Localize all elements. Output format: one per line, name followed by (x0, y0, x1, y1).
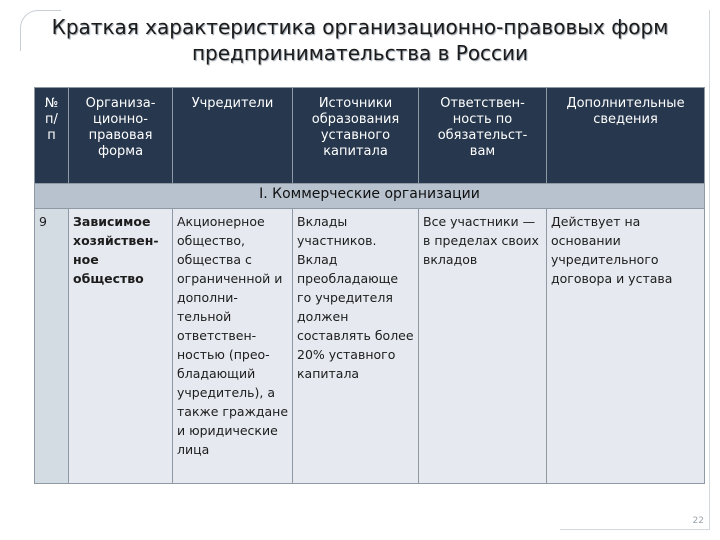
header-liability: Ответствен- ность по обязательст- вам (419, 88, 547, 184)
slide-title-line2: предпринимательства в России (191, 41, 529, 65)
header-capital-sources: Источники образования уставного капитала (293, 88, 419, 184)
decorative-rule-right (709, 10, 710, 530)
cell-founders: Акционерное общество, общества с ограниченной и дополни-тельной ответствен-ностью (прео-бладающий учредитель), а также граждане и юридические лица (173, 209, 293, 484)
section-title: I. Коммерческие организации (35, 184, 705, 209)
cell-legal-form: Зависимое хозяйствен-ное общество (69, 209, 173, 484)
header-additional-info: Дополнительные сведения (547, 88, 705, 184)
header-number: № п/ п (35, 88, 69, 184)
table-row (35, 209, 705, 484)
section-row (35, 184, 705, 209)
header-legal-form: Организа- ционно- правовая форма (69, 88, 173, 184)
header-founders: Учредители (173, 88, 293, 184)
cell-additional-info: Действует на основании учредительного договора и устава (547, 209, 705, 484)
table-header-row (35, 88, 705, 184)
cell-number: 9 (35, 209, 69, 484)
cell-capital-sources: Вклады участников. Вклад преобладающе го учредителя должен составлять более 20% уставного капитала (293, 209, 419, 484)
page-number: 22 (692, 516, 704, 526)
cell-liability: Все участники — в пределах своих вкладов (419, 209, 547, 484)
decorative-rule-bottom (560, 529, 710, 530)
slide-title (30, 14, 690, 66)
slide-title-line1: Краткая характеристика организационно-правовых форм (51, 15, 669, 39)
characteristics-table (34, 87, 704, 484)
